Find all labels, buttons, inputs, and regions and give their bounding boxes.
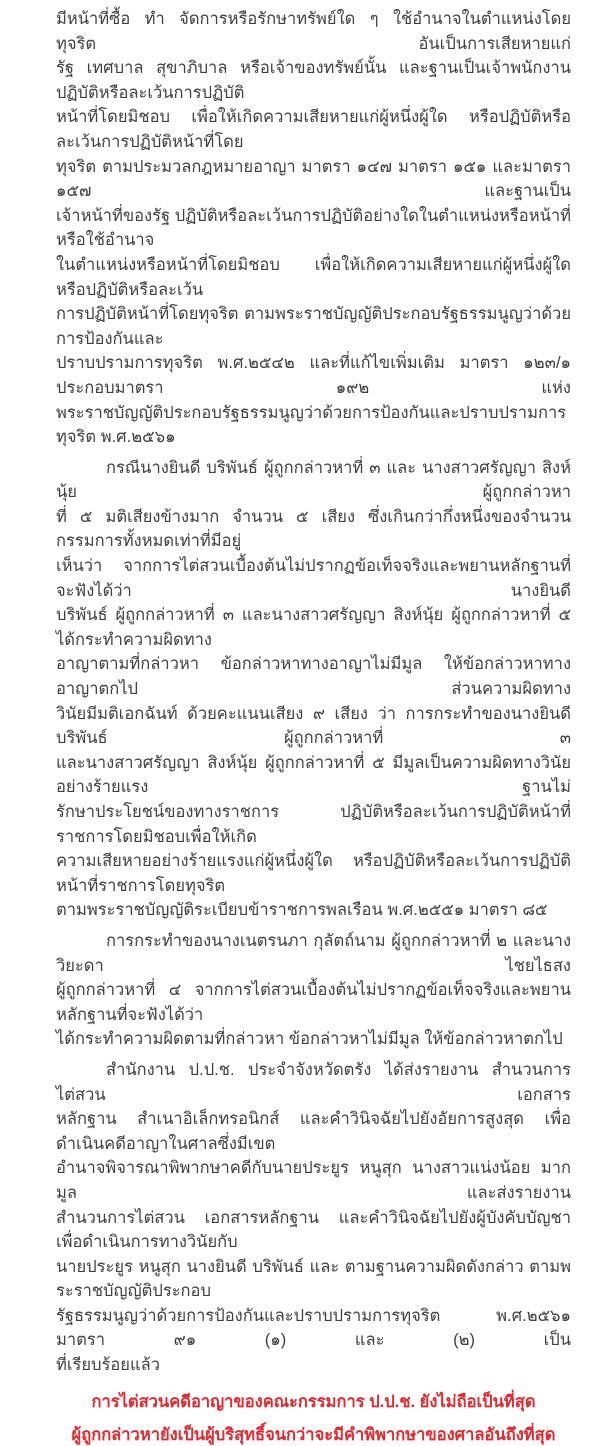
text-line: รัฐธรรมนูญว่าด้วยการป้องกันและปราบปรามการทุจริต พ.ศ.๒๕๖๑ มาตรา ๙๑ (๑) และ (๒) เป็น (56, 1306, 571, 1350)
text-line: ผู้ถูกกล่าวหาที่ ๔ จากการไต่สวนเบื้องต้นไม่ปรากฏข้อเท็จจริงและพยานหลักฐานที่จะฟังได้ว่า (56, 981, 571, 1024)
footer-notes (56, 1391, 571, 1446)
text-line: หลักฐาน สำเนาอิเล็กทรอนิกส์ และคำวินิจฉัยไปยังอัยการสูงสุด เพื่อดำเนินคดีอาญาในศาลซึ่งมีเขต (56, 1110, 571, 1153)
footer-note-2: ผู้ถูกกล่าวหายังเป็นผู้บริสุทธิ์จนกว่าจะมีคำพิพากษาของศาลอันถึงที่สุด (71, 1425, 556, 1444)
text-line: นายประยูร หนูสุก นางยินดี บริพันธ์ และ ตามฐานความผิดดังกล่าว ตามพระราชบัญญัติประกอบ (56, 1257, 571, 1301)
text-line: กรณีนางยินดี บริพันธ์ ผู้ถูกกล่าวหาที่ ๓ และ นางสาวศรัญญา สิงห์นุ้ย ผู้ถูกกล่าวหา (56, 458, 571, 502)
paragraph-3 (56, 929, 571, 1052)
text-line: หน้าที่โดยมิชอบ เพื่อให้เกิดความเสียหายแก่ผู้หนึ่งผู้ใด หรือปฏิบัติหรือละเว้นการปฏิบัติหน้าที่โดย (56, 108, 571, 151)
footer-note-1: การไต่สวนคดีอาญาของคณะกรรมการ ป.ป.ช. ยังไม่ถือเป็นที่สุด (91, 1392, 536, 1411)
text-line: พระราชบัญญัติประกอบรัฐธรรมนูญว่าด้วยการป้องกันและปราบปรามการทุจริต พ.ศ.๒๕๖๑ (56, 403, 567, 447)
text-line: วินัยมีมติเอกฉันท์ ด้วยคะแนนเสียง ๙ เสียง ว่า การกระทำของนางยินดี บริพันธ์ ผู้ถูกกล่าวหาที่ ๓ (56, 704, 571, 748)
text-line: ปราบปรามการทุจริต พ.ศ.๒๕๔๒ และที่แก้ไขเพิ่มเติม มาตรา ๑๒๓/๑ ประกอบมาตรา ๑๙๒ แห่ง (56, 354, 571, 397)
text-line: เห็นว่า จากการไต่สวนเบื้องต้นไม่ปรากฏข้อเท็จจริงและพยานหลักฐานที่จะฟังได้ว่า นางยินดี (56, 557, 571, 600)
text-line: การปฏิบัติหน้าที่โดยทุจริต ตามพระราชบัญญัติประกอบรัฐธรรมนูญว่าด้วยการป้องกันและ (56, 305, 571, 348)
text-line: ที่เรียบร้อยแล้ว (56, 1356, 160, 1375)
text-line: ทุจริต ตามประมวลกฎหมายอาญา มาตรา ๑๔๗ มาตรา ๑๕๑ และมาตรา ๑๕๗ และฐานเป็น (56, 157, 571, 201)
text-line: เจ้าหน้าที่ของรัฐ ปฏิบัติหรือละเว้นการปฏิบัติอย่างใดในตำแหน่งหรือหน้าที่ หรือใช้อำนาจ (56, 206, 571, 250)
text-line: ตามพระราชบัญญัติระเบียบข้าราชการพลเรือน พ.ศ.๒๕๕๑ มาตรา ๘๕ (56, 901, 548, 920)
paragraph-2 (56, 456, 571, 923)
text-line: อำนาจพิจารณาพิพากษาคดีกับนายประยูร หนูสุก นางสาวแน่งน้อย มากมูล และส่งรายงาน (56, 1159, 571, 1202)
text-line: ในตำแหน่งหรือหน้าที่โดยมิชอบ เพื่อให้เกิดความเสียหายแก่ผู้หนึ่งผู้ใด หรือปฏิบัติหรือละเว้น (56, 255, 571, 299)
text-line: สำนวนการไต่สวน เอกสารหลักฐาน และคำวินิจฉัยไปยังผู้บังคับบัญชา เพื่อดำเนินการทางวินัยกับ (56, 1208, 571, 1252)
text-line: อาญาตามที่กล่าวหา ข้อกล่าวหาทางอาญาไม่มีมูล ให้ข้อกล่าวหาทางอาญาตกไป ส่วนความผิดทาง (56, 655, 571, 699)
text-line: สำนักงาน ป.ป.ช. ประจำจังหวัดตรัง ได้ส่งรายงาน สำนวนการไต่สวน เอกสาร (56, 1060, 571, 1104)
paragraph-4 (56, 1058, 571, 1378)
paragraph-1 (56, 7, 571, 450)
text-line: รักษาประโยชน์ของทางราชการ ปฏิบัติหรือละเว้นการปฏิบัติหน้าที่ราชการโดยมิชอบเพื่อให้เกิด (56, 803, 571, 846)
text-line: ความเสียหายอย่างร้ายแรงแก่ผู้หนึ่งผู้ใด หรือปฏิบัติหรือละเว้นการปฏิบัติหน้าที่ราชการโดยทุจริต (56, 852, 571, 895)
text-line: มีหน้าที่ซื้อ ทำ จัดการหรือรักษาทรัพย์ใด ๆ ใช้อำนาจในตำแหน่งโดยทุจริต อันเป็นการเสียหายแก่ (56, 10, 571, 53)
text-line: รัฐ เทศบาล สุขาภิบาล หรือเจ้าของทรัพย์นั้น และฐานเป็นเจ้าพนักงานปฏิบัติหรือละเว้นการปฏิบัติ (56, 59, 571, 102)
text-line: ได้กระทำความผิดตามที่กล่าวหา ข้อกล่าวหาไม่มีมูล ให้ข้อกล่าวหาตกไป (56, 1030, 563, 1049)
text-line: ที่ ๕ มติเสียงข้างมาก จำนวน ๕ เสียง ซึ่งเกินกว่ากึ่งหนึ่งของจำนวนกรรมการทั้งหมดเท่าที่มีอยู่ (56, 507, 571, 551)
text-line: บริพันธ์ ผู้ถูกกล่าวหาที่ ๓ และนางสาวศรัญญา สิงห์นุ้ย ผู้ถูกกล่าวหาที่ ๕ ได้กระทำความผิดทาง (56, 606, 571, 649)
text-line: การกระทำของนางเนตรนภา กุลัตถ์นาม ผู้ถูกกล่าวหาที่ ๒ และนางวิยะดา ไชยไธสง (56, 931, 571, 975)
text-line: และนางสาวศรัญญา สิงห์นุ้ย ผู้ถูกกล่าวหาที่ ๕ มีมูลเป็นความผิดทางวินัยอย่างร้ายแรง ฐานไม่ (56, 753, 571, 797)
